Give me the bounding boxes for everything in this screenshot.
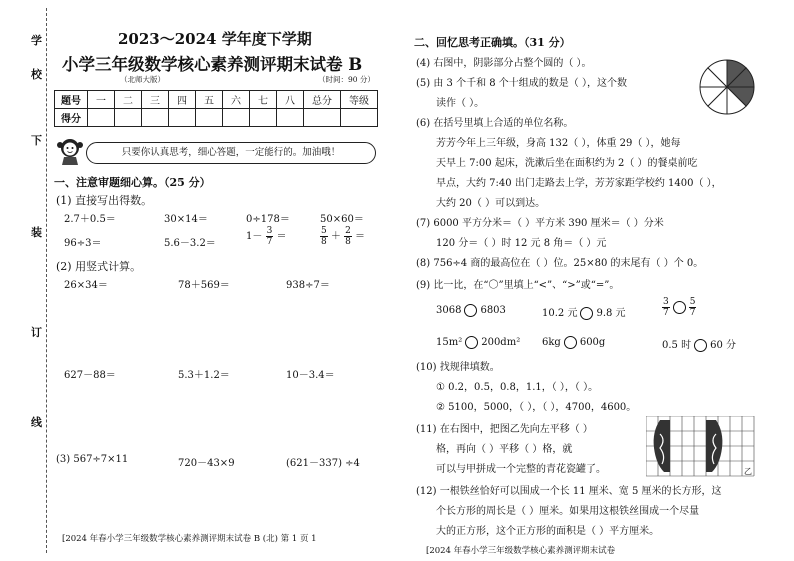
fraction xyxy=(344,226,352,247)
fraction-numerator: 5 xyxy=(689,297,696,307)
compare-left: 0.5 时 xyxy=(662,340,692,351)
score-cell[interactable] xyxy=(88,109,115,127)
q7-text: (7) 6000 平方分米＝（ ）平方米 390 厘米＝（ ）分米 xyxy=(416,218,664,229)
label-yi: 乙 xyxy=(744,467,752,476)
q8-text: (8) 756÷4 商的最高位在（ ）位。25×80 的末尾有（ ）个 0。 xyxy=(416,258,704,269)
section2-title: 二、回忆思考正确填。（31 分） xyxy=(414,36,571,49)
compare-circle[interactable] xyxy=(580,307,593,320)
fraction-denominator: 7 xyxy=(266,237,273,247)
calc-text: 1－ xyxy=(246,231,263,242)
q11-text: (11) 在右图中，把图乙先向左平移（ ） xyxy=(416,424,593,435)
score-cell[interactable] xyxy=(250,109,277,127)
calc-text: ＝ xyxy=(276,231,287,242)
margin-char: 订 xyxy=(31,326,42,339)
score-table-header-row xyxy=(55,91,378,109)
vertical-calc-item: 627－88＝ xyxy=(64,370,116,381)
compare-circle[interactable] xyxy=(694,339,707,352)
q5-text: (5) 由 3 个千和 8 个十组成的数是（ ），这个数 xyxy=(416,78,627,89)
score-cell[interactable] xyxy=(196,109,223,127)
score-cell[interactable] xyxy=(304,109,341,127)
compare-item xyxy=(662,297,696,318)
q6-line: 天早上 7:00 起床，洗漱后坐在面积约为 2（ ）的餐桌前吃 xyxy=(436,158,698,169)
calc-text: ＋ xyxy=(330,231,341,242)
label-jia: 甲 xyxy=(648,467,656,476)
q10-text: (10) 找规律填数。 xyxy=(416,362,500,373)
score-header-cell: 一 xyxy=(88,91,115,109)
compare-left: 6kg xyxy=(542,337,561,348)
fraction-numerator: 2 xyxy=(345,226,351,236)
calc-item: 50×60＝ xyxy=(320,214,364,225)
q12-text: (12) 一根铁丝恰好可以围成一个长 11 厘米、宽 5 厘米的长方形，这 xyxy=(416,486,722,497)
vertical-calc-item: 78＋569＝ xyxy=(178,280,230,291)
q6-line: 芳芳今年上三年级，身高 132（ ），体重 29（ ），她每 xyxy=(436,138,681,149)
calc-item-fraction xyxy=(320,226,365,247)
margin-char: 下 xyxy=(31,134,42,147)
fraction xyxy=(320,226,328,247)
margin-char: 线 xyxy=(31,416,42,429)
fraction-denominator: 8 xyxy=(345,237,351,247)
margin-char: 装 xyxy=(31,226,42,239)
score-header-cell: 四 xyxy=(169,91,196,109)
compare-right: 9.8 元 xyxy=(596,308,626,319)
q12-text-cont: 个长方形的周长是（ ）厘米。如果用这根铁丝围成一个尽量 xyxy=(436,506,700,517)
q7-text-cont: 120 分＝（ ）时 12 元 8 角＝（ ）元 xyxy=(436,238,607,249)
q6-line: 大约 20（ ）可以到达。 xyxy=(436,198,546,209)
q1-label: (1) 直接写出得数。 xyxy=(56,194,153,207)
q6-line: 早点，大约 7:40 出门走路去上学，芳芳家距学校约 1400（ ）， xyxy=(436,178,722,189)
vertical-calc-item: 10－3.4＝ xyxy=(286,370,335,381)
calc-item: 30×14＝ xyxy=(164,214,208,225)
vase-grid-figure xyxy=(646,416,756,478)
q2-label: (2) 用竖式计算。 xyxy=(56,260,142,273)
mixed-calc-item: 720－43×9 xyxy=(178,458,235,469)
score-header-cell: 七 xyxy=(250,91,277,109)
girl-mascot-icon xyxy=(56,136,84,166)
fraction xyxy=(662,297,670,318)
calc-item: 5.6－3.2＝ xyxy=(164,238,216,249)
mixed-calc-item: (3) 567÷7×11 xyxy=(56,454,129,465)
mixed-calc-item: (621－337) ÷4 xyxy=(286,458,360,469)
compare-circle[interactable] xyxy=(673,301,686,314)
vertical-calc-item: 5.3＋1.2＝ xyxy=(178,370,230,381)
compare-item xyxy=(542,336,605,349)
q11-text-cont: 可以与甲拼成一个完整的青花瓷罐了。 xyxy=(436,464,606,475)
compare-item xyxy=(542,304,626,320)
score-cell[interactable] xyxy=(142,109,169,127)
title-line2: 小学三年级数学核心素养测评期末试卷 B xyxy=(62,55,363,74)
margin-char: 校 xyxy=(31,68,42,81)
fraction xyxy=(689,297,697,318)
q11-text-cont: 格，再向（ ）平移（ ）格，就 xyxy=(436,444,573,455)
q6-text: (6) 在括号里填上合适的单位名称。 xyxy=(416,118,574,129)
score-table xyxy=(54,90,378,127)
score-header-cell: 五 xyxy=(196,91,223,109)
compare-right: 200dm² xyxy=(481,337,521,348)
q5-text-cont: 读作（ ）。 xyxy=(436,98,485,109)
fraction-denominator: 7 xyxy=(663,308,669,318)
score-header-cell: 六 xyxy=(223,91,250,109)
score-cell[interactable] xyxy=(223,109,250,127)
score-header-cell: 三 xyxy=(142,91,169,109)
score-cell[interactable] xyxy=(277,109,304,127)
compare-left: 10.2 元 xyxy=(542,308,578,319)
fraction-denominator: 8 xyxy=(321,237,327,247)
margin-char: 学 xyxy=(31,34,42,47)
compare-item xyxy=(436,304,506,317)
score-row-label: 得分 xyxy=(55,109,88,127)
title-line1: 2023～2024 学年度下学期 xyxy=(118,30,312,48)
edition-label: （北师大版） xyxy=(120,75,165,84)
time-label: （时间：90 分） xyxy=(318,75,375,84)
page-footer-left: [2024 年春小学三年级数学核心素养测评期末试卷 B (北) 第 1 页 1 xyxy=(62,534,317,544)
compare-left: 3068 xyxy=(436,305,462,316)
fraction-denominator: 7 xyxy=(689,308,696,318)
score-cell[interactable] xyxy=(169,109,196,127)
compare-circle[interactable] xyxy=(465,336,478,349)
score-table-row xyxy=(55,109,378,127)
fraction-numerator: 3 xyxy=(266,226,273,236)
q4-text: (4) 右图中，阴影部分占整个圆的（ ）。 xyxy=(416,58,592,69)
score-cell[interactable] xyxy=(115,109,142,127)
score-header-cell: 总分 xyxy=(304,91,341,109)
pie-circle-figure xyxy=(698,58,756,116)
score-header-cell: 二 xyxy=(115,91,142,109)
score-header-cell: 题号 xyxy=(55,91,88,109)
binding-line xyxy=(46,8,47,553)
fraction-numerator: 5 xyxy=(321,226,327,236)
fraction xyxy=(266,226,274,247)
vertical-calc-item: 26×34＝ xyxy=(64,280,108,291)
compare-left: 15m² xyxy=(436,337,463,348)
calc-item: 0÷178＝ xyxy=(246,214,290,225)
score-header-cell: 等级 xyxy=(341,91,378,109)
q10-sequence: ① 0.2，0.5，0.8，1.1，（ ），（ ）。 xyxy=(436,382,599,393)
score-cell[interactable] xyxy=(341,109,378,127)
fraction-numerator: 3 xyxy=(663,297,669,307)
section1-title: 一、注意审题细心算。（25 分） xyxy=(54,176,211,189)
page-footer-right: [2024 年春小学三年级数学核心素养测评期末试卷 xyxy=(426,546,616,556)
compare-circle[interactable] xyxy=(464,304,477,317)
q9-text: (9) 比一比，在“〇”里填上“<”、“>”或“=”。 xyxy=(416,280,620,291)
compare-circle[interactable] xyxy=(564,336,577,349)
encouragement-bubble: 只要你认真思考，细心答题，一定能行的。加油哦！ xyxy=(86,142,376,164)
calc-item: 2.7＋0.5＝ xyxy=(64,214,116,225)
compare-right: 600g xyxy=(579,337,606,348)
compare-item xyxy=(662,336,736,352)
calc-item-fraction xyxy=(246,226,286,247)
calc-text: ＝ xyxy=(355,231,366,242)
vertical-calc-item: 938÷7＝ xyxy=(286,280,330,291)
score-header-cell: 八 xyxy=(277,91,304,109)
q12-text-cont: 大的正方形，这个正方形的面积是（ ）平方厘米。 xyxy=(436,526,660,537)
compare-right: 6803 xyxy=(480,305,506,316)
compare-item xyxy=(436,336,520,349)
q10-sequence: ② 5100，5000，（ ），（ ），4700，4600。 xyxy=(436,402,637,413)
compare-right: 60 分 xyxy=(710,340,736,351)
calc-item: 96÷3＝ xyxy=(64,238,102,249)
